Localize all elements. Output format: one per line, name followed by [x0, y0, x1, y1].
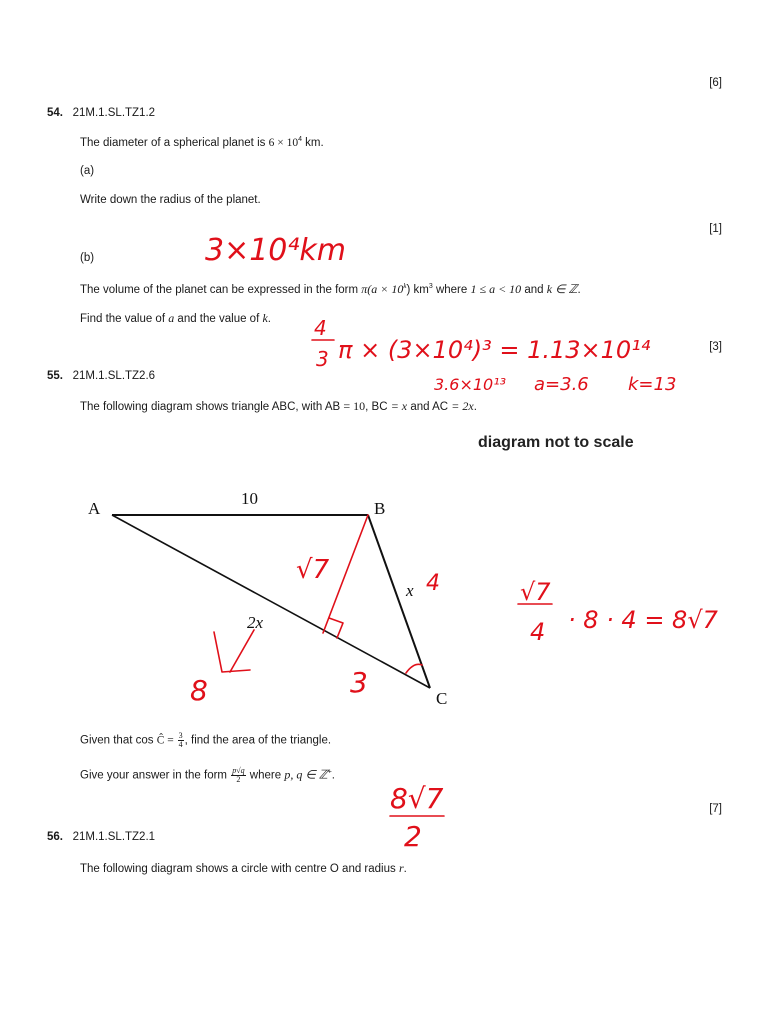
hw-ac-value: 8 — [190, 674, 208, 707]
q54-stem-math: 6 × 10 — [268, 136, 299, 149]
q55-given-fraction — [178, 732, 184, 749]
q55-given-text1: Given that cos — [80, 734, 157, 747]
q55-given — [80, 732, 331, 749]
angle-c-arc — [406, 664, 422, 673]
mark-q53: [6] — [709, 77, 722, 89]
hw-four: 4 — [314, 316, 327, 340]
q54-b-text4: . — [577, 284, 581, 296]
q55-form-vars: p, q ∈ ℤ — [284, 767, 328, 782]
q54-find-var2: k — [262, 311, 268, 325]
q55-stem-text4: . — [473, 401, 477, 413]
q54-b-cond2: k ∈ ℤ — [546, 282, 578, 296]
q54-part-a-text: Write down the radius of the planet. — [80, 194, 261, 206]
q56-header — [47, 831, 155, 843]
q56-code: 21M.1.SL.TZ2.1 — [72, 831, 156, 843]
q56-number: 56. — [47, 831, 63, 843]
q54-b-text2: where — [432, 284, 471, 296]
q54-find-text2: and the value of — [174, 313, 263, 325]
hw-volume-alt: 3.6×10¹³ — [434, 375, 507, 394]
vertex-b-label: B — [374, 499, 386, 518]
q54-number: 54. — [47, 107, 63, 119]
q54-find-var1: a — [168, 311, 175, 325]
q55-form-text2: where — [246, 769, 285, 782]
q56-stem-text1: The following diagram shows a circle with centre O and radius — [80, 863, 399, 875]
hw-height: √7 — [296, 555, 330, 585]
q54-b-math1: π(a × 10 — [361, 282, 404, 296]
arrow-shaft — [230, 630, 254, 672]
q55-form-text1: Give your answer in the form — [80, 769, 231, 782]
altitude-line — [323, 515, 368, 633]
q54-part-a-label: (a) — [80, 165, 95, 177]
hw-k-value: k=13 — [628, 374, 677, 395]
q55-stem-text2: , BC — [365, 401, 391, 413]
q55-stem-bc: = x — [390, 399, 408, 413]
q55-given-num: 3 — [178, 731, 183, 740]
side-bc — [368, 515, 430, 688]
hw-answer-den: 2 — [404, 820, 422, 853]
hw-four-den: 4 — [530, 618, 546, 646]
hw-bc-value: 4 — [426, 571, 440, 596]
vertex-a-label: A — [88, 499, 101, 518]
q55-form-sup: + — [327, 768, 332, 776]
arrow-head — [214, 632, 250, 672]
q55-stem-text3: and AC — [407, 401, 452, 413]
q54-part-b-label: (b) — [80, 252, 95, 264]
diagram-note: diagram not to scale — [478, 434, 634, 451]
q54-find-text3: . — [267, 313, 271, 325]
q54-b-exp1: k — [403, 282, 407, 291]
q55-given-text2: , find the area of the triangle. — [184, 734, 332, 747]
hw-volume: π × (3×10⁴)³ = 1.13×10¹⁴ — [338, 336, 651, 364]
q55-form-num: p√q — [232, 766, 245, 775]
hw-three: 3 — [316, 347, 329, 371]
q56-stem — [80, 861, 407, 876]
q54-b-text3: and — [521, 284, 547, 296]
q55-form-den: 2 — [236, 775, 241, 784]
q54-stem-text: The diameter of a spherical planet is — [80, 136, 269, 149]
q54-b-cond1: 1 ≤ a < 10 — [470, 282, 522, 296]
q54-find-text1: Find the value of — [80, 313, 169, 325]
q54-stem-exp: 4 — [298, 136, 302, 143]
q56-stem-text2: . — [403, 863, 407, 875]
q54-b-math2: ) km — [406, 284, 429, 296]
side-ab-label: 10 — [241, 489, 258, 508]
q55-number: 55. — [47, 370, 63, 382]
q54-b-text1: The volume of the planet can be expressed in the form — [80, 284, 362, 296]
q55-stem-ac: = 2x — [451, 399, 474, 413]
hw-seg-value: 3 — [350, 666, 368, 699]
mark-q54b: [3] — [709, 341, 722, 353]
hw-area-calc: · 8 · 4 = 8√7 — [568, 606, 718, 634]
q55-given-eq: = — [164, 734, 177, 747]
side-ac — [112, 515, 430, 688]
mark-q54a: [1] — [709, 223, 722, 235]
q54-code: 21M.1.SL.TZ1.2 — [72, 107, 156, 119]
q54-b-exp2: 3 — [428, 283, 433, 291]
hw-a-value: a=3.6 — [534, 374, 589, 395]
side-bc-label: x — [406, 581, 414, 600]
q55-code: 21M.1.SL.TZ2.6 — [72, 370, 156, 382]
q55-form — [80, 767, 335, 784]
vertex-c-label: C — [436, 689, 448, 708]
q55-given-c: Ĉ — [156, 734, 165, 747]
q55-stem-ab: = 10 — [343, 399, 366, 413]
hw-radius: 3×10⁴km — [205, 233, 347, 268]
q55-stem-text1: The following diagram shows triangle ABC, with AB — [80, 401, 344, 413]
q55-given-den: 4 — [178, 740, 183, 749]
q55-form-fraction — [231, 767, 245, 784]
q54-stem-unit: km. — [301, 136, 324, 149]
q56-stem-var: r — [398, 861, 404, 875]
hw-sqrt7: √7 — [520, 578, 551, 606]
side-ac-label: 2x — [247, 613, 264, 632]
hw-answer-num: 8√7 — [390, 782, 444, 815]
mark-q55: [7] — [709, 803, 722, 815]
q55-form-text3: . — [331, 769, 335, 782]
